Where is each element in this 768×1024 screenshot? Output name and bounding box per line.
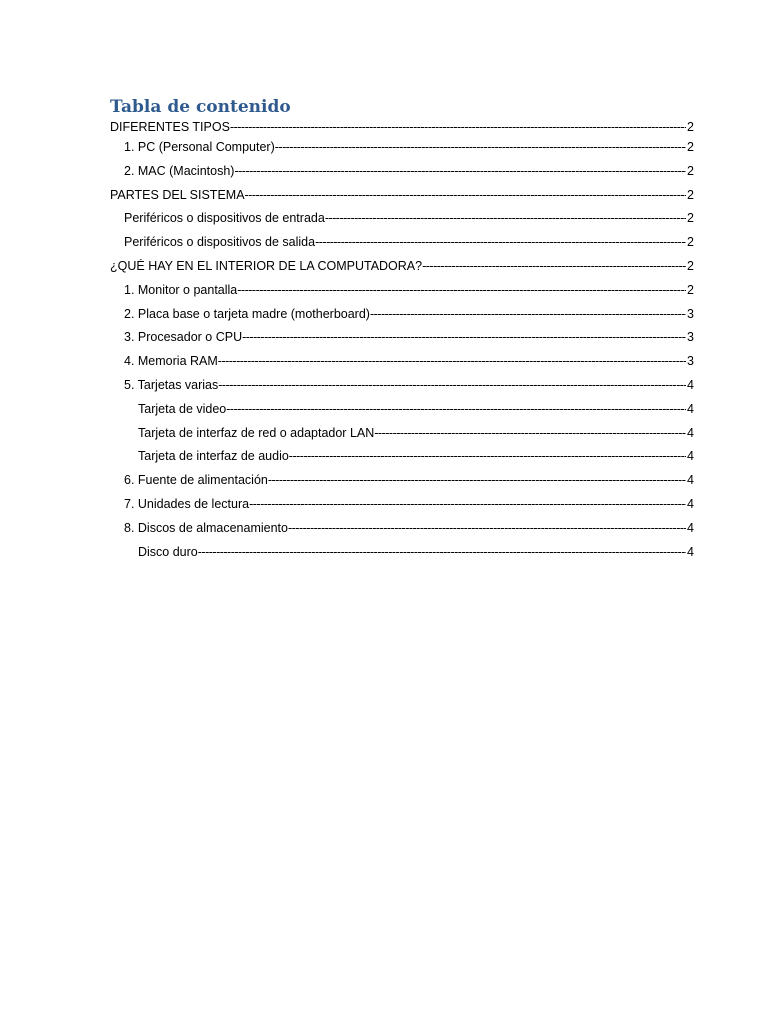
toc-dot-leader [230,120,686,134]
toc-dot-leader [288,521,686,535]
toc-page-number[interactable]: 4 [687,520,694,535]
toc-entry-text[interactable]: 1. PC (Personal Computer) [124,140,275,154]
toc-dot-leader [234,164,686,178]
toc-entry-text[interactable]: 2. MAC (Macintosh) [124,163,235,178]
toc-page-number[interactable]: 2 [687,235,694,250]
toc-dot-leader [242,330,686,344]
toc-entry-text[interactable]: 7. Unidades de lectura [124,496,250,511]
toc-entry-text[interactable]: ¿QUÉ HAY EN EL INTERIOR DE LA COMPUTADORA? [110,258,423,273]
toc-entry[interactable] [110,235,694,259]
toc-dot-leader [226,402,686,416]
toc-entry[interactable] [110,188,694,212]
toc-entry[interactable] [110,330,694,354]
toc-entry-text[interactable]: Periféricos o dispositivos de entrada [124,211,325,226]
toc-entry-text[interactable]: 4. Memoria RAM [124,354,218,369]
toc-page-number[interactable]: 4 [687,401,694,416]
toc-dot-leader [370,307,686,321]
toc-page-number[interactable]: 2 [687,282,694,297]
toc-entry[interactable] [110,449,694,473]
toc-entry-text[interactable]: Tarjeta de video [138,401,227,416]
toc-entry[interactable] [110,521,694,545]
toc-page-number[interactable]: 2 [687,120,694,134]
toc-page-number[interactable]: 2 [687,140,694,154]
toc-page-number[interactable]: 4 [687,425,694,440]
toc-entry-text[interactable]: PARTES DEL SISTEMA [110,187,245,202]
toc-entry[interactable] [110,164,694,188]
toc-entry[interactable] [110,378,694,402]
toc-dot-leader [249,497,686,511]
toc-dot-leader [374,426,686,440]
toc-dot-leader [422,259,686,273]
toc-entry[interactable] [110,497,694,521]
toc-dot-leader [325,211,686,225]
toc-page-number[interactable]: 2 [687,258,694,273]
toc-entry[interactable] [110,211,694,235]
toc-entry[interactable] [110,120,694,140]
toc-entry-text[interactable]: 8. Discos de almacenamiento [124,520,288,535]
toc-dot-leader [275,140,686,154]
toc-entry[interactable] [110,140,694,164]
toc-entry-text[interactable]: 1. Monitor o pantalla [124,282,238,297]
toc-dot-leader [198,545,686,559]
toc-dot-leader [268,473,686,487]
toc-page-number[interactable]: 4 [687,473,694,488]
toc-page-number[interactable]: 4 [687,496,694,511]
toc-entry[interactable] [110,426,694,450]
toc-entry-text[interactable]: Tarjeta de interfaz de audio [138,449,289,464]
toc-entry[interactable] [110,307,694,331]
toc-entry[interactable] [110,259,694,283]
toc-dot-leader [237,283,686,297]
toc-page-number[interactable]: 2 [687,211,694,226]
toc-entry-text[interactable]: Tarjeta de interfaz de red o adaptador LAN [138,425,375,440]
toc-list [110,120,694,568]
toc-entry-text[interactable]: Periféricos o dispositivos de salida [124,235,316,250]
toc-page-number[interactable]: 3 [687,354,694,369]
toc-entry-text[interactable]: 6. Fuente de alimentación [124,473,268,488]
toc-entry-text[interactable]: Disco duro [138,544,198,559]
toc-title: Tabla de contenido [110,97,291,117]
toc-page-number[interactable]: 4 [687,449,694,464]
toc-dot-leader [289,449,686,463]
toc-page-number[interactable]: 3 [687,306,694,321]
toc-page-number[interactable]: 2 [687,187,694,202]
toc-entry[interactable] [110,473,694,497]
toc-entry[interactable] [110,402,694,426]
toc-page-number[interactable]: 4 [687,377,694,392]
toc-entry[interactable] [110,545,694,569]
toc-entry[interactable] [110,283,694,307]
toc-dot-leader [218,378,686,392]
toc-dot-leader [218,354,686,368]
toc-entry-text[interactable]: DIFERENTES TIPOS [110,120,230,134]
toc-page-number[interactable]: 2 [687,163,694,178]
toc-dot-leader [245,188,687,202]
toc-dot-leader [315,235,686,249]
toc-entry-text[interactable]: 3. Procesador o CPU [124,330,243,345]
toc-entry-text[interactable]: 5. Tarjetas varias [124,377,219,392]
toc-entry-text[interactable]: 2. Placa base o tarjeta madre (motherboard) [124,306,370,321]
table-of-contents [110,96,694,568]
toc-page-number[interactable]: 4 [687,544,694,559]
toc-entry[interactable] [110,354,694,378]
toc-page-number[interactable]: 3 [687,330,694,345]
